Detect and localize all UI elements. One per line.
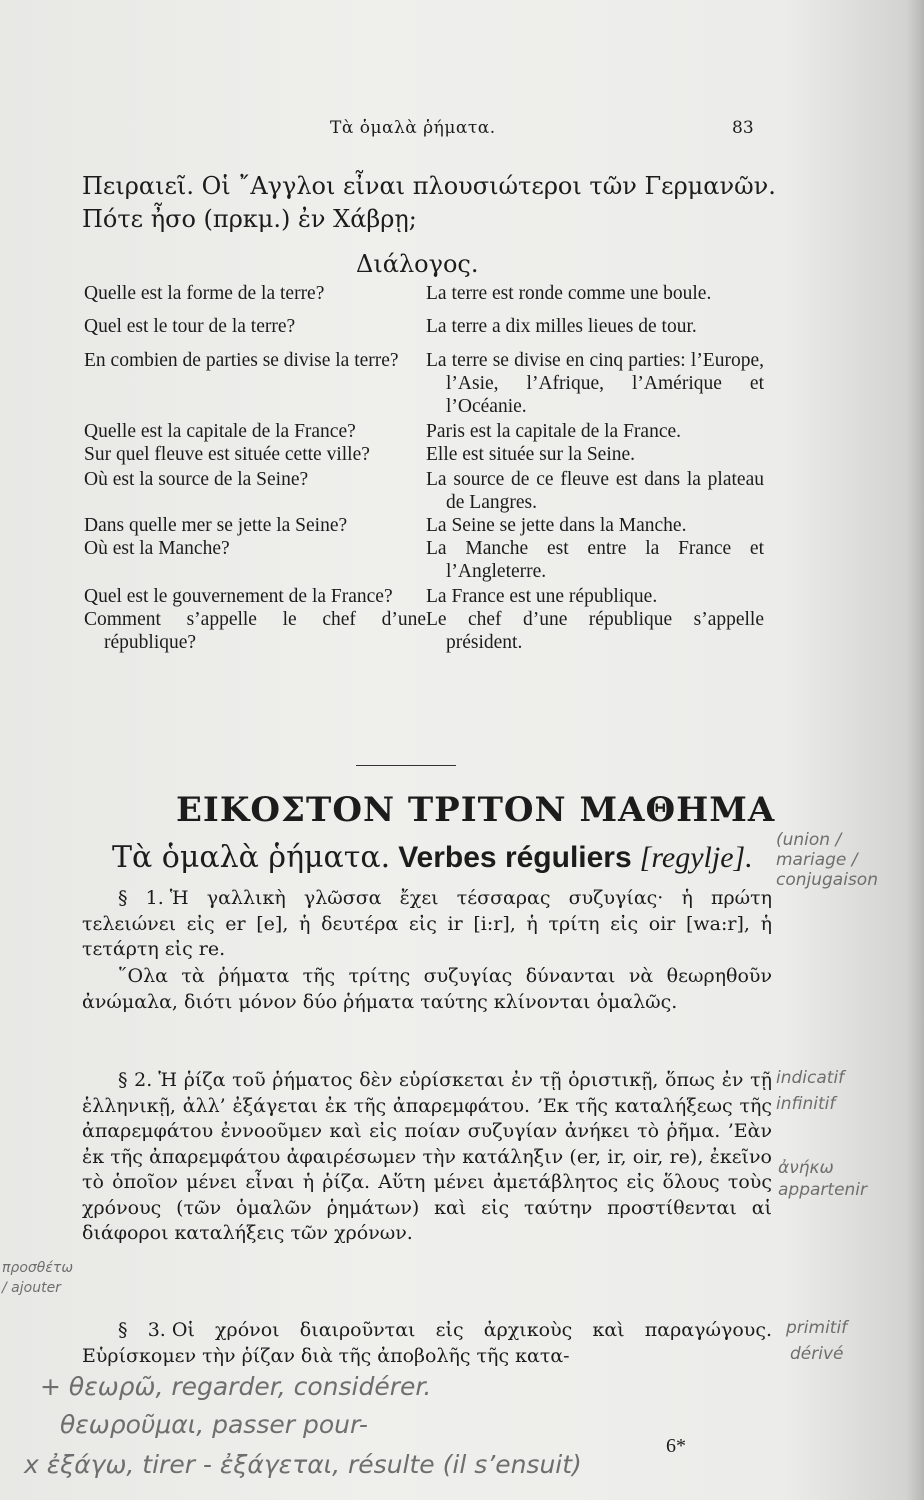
dialogue-row: [84, 537, 764, 583]
page-edge-shadow: [906, 0, 924, 1500]
paragraph-3: [82, 1318, 772, 1369]
dialogue-question: Quel est le tour de la terre?: [84, 316, 296, 337]
lesson-subheading: [112, 840, 753, 875]
lesson-heading: ΕΙΚΟΣΤΟΝ ΤΡΙΤΟΝ ΜΑΘΗΜΑ: [176, 790, 776, 830]
dialogue-question: Sur quel fleuve est située cette ville?: [84, 444, 370, 465]
running-head: [0, 118, 924, 142]
paragraph-text: ῞Ολα τὰ ῥήματα τῆς τρίτης συζυγίας δύνανται νὰ θεωρηθοῦν ἀνώμαλα, διότι μόνον δύο ῥήματα ταύτης κλίνονται ὁμαλῶς.: [82, 965, 772, 1013]
subheading-french: Verbes réguliers: [398, 841, 632, 874]
dialogue-question: Quelle est la capitale de la France?: [84, 421, 356, 442]
dialogue-table: [84, 282, 764, 654]
section-divider: [356, 765, 456, 766]
dialogue-question: Quelle est la forme de la terre?: [84, 283, 325, 304]
running-title: Τὰ ὁμαλὰ ῥήματα.: [330, 118, 496, 138]
paragraph-number: § 2.: [118, 1069, 153, 1091]
paragraph-1: [82, 886, 772, 963]
dialogue-question: En combien de parties se divise la terre?: [84, 350, 399, 371]
subheading-greek: Τὰ ὁμαλὰ ῥήματα.: [112, 840, 391, 875]
handwritten-note-derive: dérivé: [790, 1344, 844, 1364]
handwritten-note-bottom-2: θεωροῦμαι, passer pour-: [60, 1410, 368, 1439]
dialogue-question: Quel est le gouvernement de la France?: [84, 586, 393, 607]
dialogue-row: [84, 315, 764, 338]
paragraph-text: Ἡ γαλλικὴ γλῶσσα ἔχει τέσσαρας συζυγίας· ἡ πρώτη τελειώνει εἰς er [e], ἡ δευτέρα εἰς ir [i:r], ἡ τρίτη εἰς oir [wa:r], ἡ τετάρτη εἰς re.: [82, 887, 773, 960]
paragraph-text: Οἱ χρόνοι διαιροῦνται εἰς ἀρχικοὺς καὶ παραγώγους. Εὑρίσκομεν τὴν ῥίζαν διὰ τῆς ἀποβολῆς τῆς κατα-: [82, 1319, 772, 1367]
dialogue-answer: Elle est située sur la Seine.: [426, 444, 636, 465]
dialogue-answer: La Manche est entre la France et l’Angleterre.: [426, 538, 764, 582]
dialogue-answer: La source de ce fleuve est dans la plateau de Langres.: [426, 469, 764, 513]
dialogue-answer: La terre a dix milles lieues de tour.: [426, 316, 697, 337]
dialogue-row: [84, 608, 764, 654]
dialogue-answer: La terre se divise en cinq parties: l’Europe, l’Asie, l’Afrique, l’Amérique et l’Océanie.: [426, 350, 764, 417]
signature-mark: 6*: [666, 1435, 686, 1457]
intro-line-1: Πειραιεῖ. Οἱ ῎Αγγλοι εἶναι πλουσιώτεροι τῶν Γερμανῶν.: [82, 172, 776, 200]
handwritten-note-bottom-1: + θεωρῶ, regarder, considérer.: [40, 1372, 432, 1401]
handwritten-note-indicatif: indicatif: [776, 1068, 845, 1088]
page-number: 83: [732, 118, 754, 138]
dialogue-title: Διάλογος.: [356, 250, 479, 278]
dialogue-question: Dans quelle mer se jette la Seine?: [84, 515, 348, 536]
paragraph-number: § 3.: [118, 1319, 166, 1341]
paragraph-text: Ἡ ῥίζα τοῦ ῥήματος δὲν εὑρίσκεται ἐν τῇ ὁριστικῇ, ὅπως ἐν τῇ ἑλληνικῇ, ἀλλ’ ἐξάγεται ἐκ τῆς ἀπαρεμφάτου. ’Εκ τῆς καταλήξεως τῆς ἀπαρεμφάτου ἐννοοῦμεν καὶ εἰς ποίαν συζυγίαν ἀνήκει τὸ ῥῆμα. ’Εὰν ἐκ τῆς ἀπαρεμφάτου ἀφαιρέσωμεν τὴν κατάληξιν (er, ir, oir, re), ἐκεῖνο τὸ ὁποῖον μένει εἶναι ἡ ῥίζα. Αὕτη μένει ἀμετάβλητος εἰς ὅλους τοὺς χρόνους (τῶν ὁμαλῶν ῥημάτων) καὶ εἰς ταύτην προστίθενται αἱ διάφοροι καταλήξεις τῶν χρόνων.: [82, 1069, 772, 1244]
dialogue-answer: La Seine se jette dans la Manche.: [426, 515, 687, 536]
dialogue-answer: Le chef d’une république s’appelle président.: [426, 609, 764, 653]
dialogue-question: Où est la Manche?: [84, 538, 230, 559]
dialogue-answer: La France est une république.: [426, 586, 658, 607]
handwritten-note-appartenir: appartenir: [778, 1180, 868, 1200]
dialogue-answer: La terre est ronde comme une boule.: [426, 283, 712, 304]
subheading-phonetic: [regylje].: [639, 841, 753, 874]
paragraph-2: [82, 1068, 772, 1247]
handwritten-note-margin-left: προσθέτω / ajouter: [2, 1260, 74, 1296]
dialogue-row: [84, 514, 764, 537]
paragraph-number: § 1.: [118, 887, 164, 909]
dialogue-row: [84, 420, 764, 443]
handwritten-note-aneko: ἀνήκω: [778, 1158, 834, 1178]
handwritten-note-infinitif: infinitif: [776, 1094, 836, 1114]
handwritten-note-margin-top: (union / mariage / conjugaison: [776, 830, 878, 890]
dialogue-row: [84, 468, 764, 514]
paragraph-1b: [82, 964, 772, 1015]
dialogue-answer: Paris est la capitale de la France.: [426, 421, 682, 442]
dialogue-row: [84, 282, 764, 305]
dialogue-row: [84, 349, 764, 418]
dialogue-row: [84, 443, 764, 466]
handwritten-note-bottom-3: x ἐξάγω, tirer - ἐξάγεται, résulte (il s’ensuit): [24, 1450, 582, 1479]
dialogue-row: [84, 585, 764, 608]
dialogue-question: Où est la source de la Seine?: [84, 469, 309, 490]
intro-line-2: Πότε ἦσο (πρκμ.) ἐν Χάβρῃ;: [82, 205, 417, 233]
handwritten-note-primitif: primitif: [786, 1318, 848, 1338]
dialogue-question: Comment s’appelle le chef d’une république?: [84, 609, 426, 653]
